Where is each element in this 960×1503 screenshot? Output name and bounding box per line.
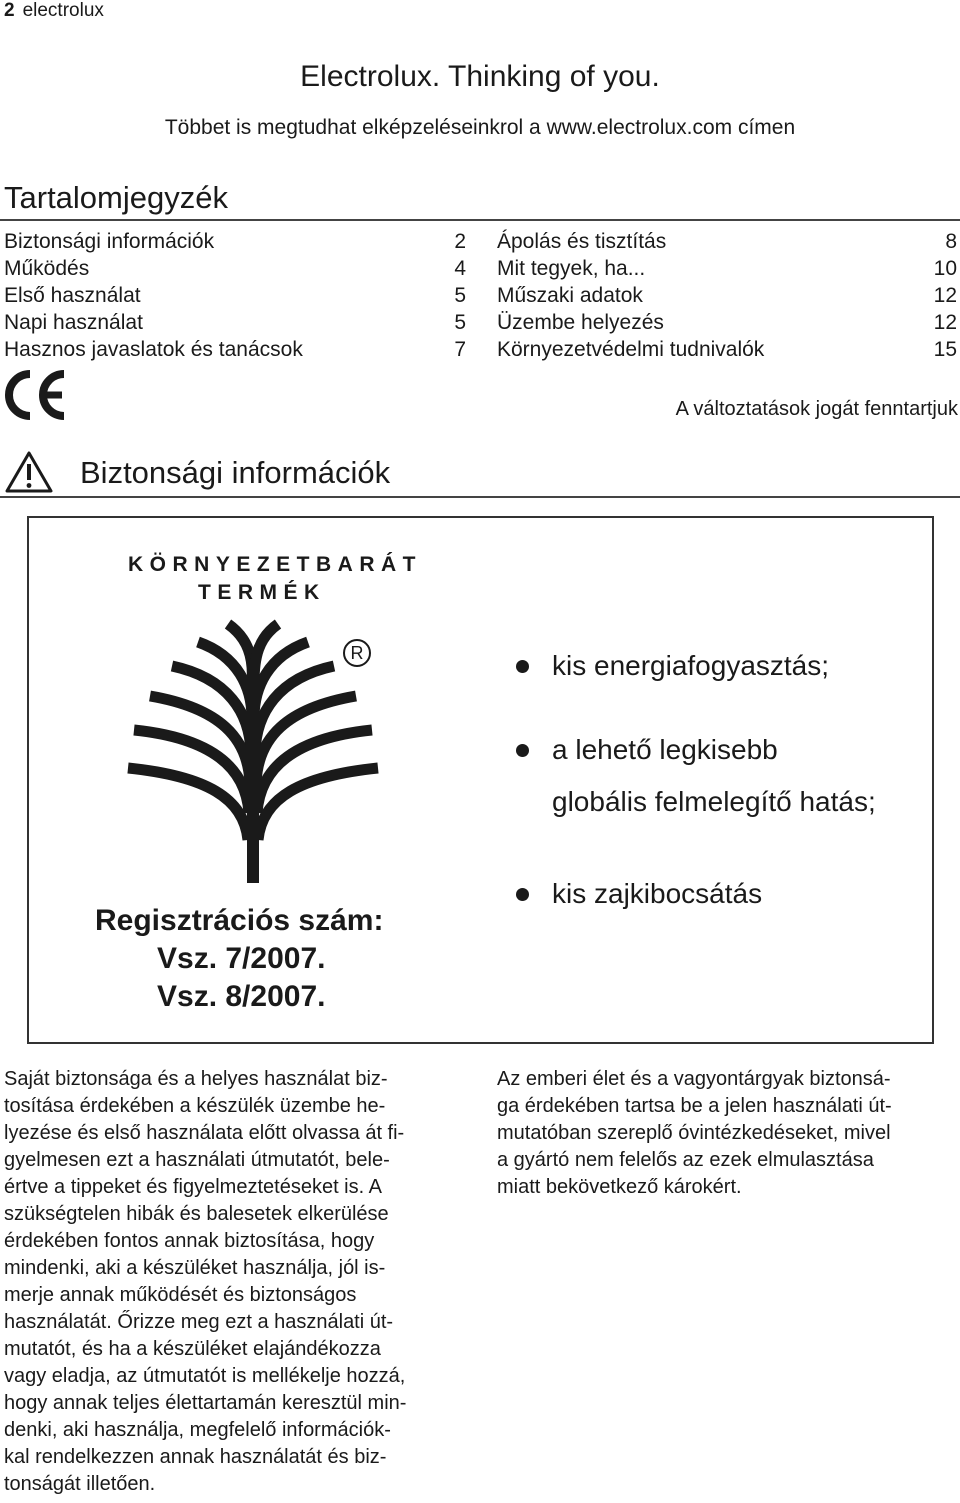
text-line: vagy eladja, az útmutatót is mellékelje hozzá,	[4, 1365, 406, 1387]
eco-tree-logo-icon	[120, 618, 380, 883]
toc-entry[interactable]: Első használat 5	[4, 284, 466, 307]
warning-icon	[4, 450, 54, 494]
toc-title: Tartalomjegyzék	[4, 180, 228, 215]
registered-mark-icon: R	[343, 639, 371, 667]
text-line: szükségtelen hibák és balesetek elkerülése	[4, 1203, 389, 1225]
text-line: mutatót, és ha a készüléket elajándékozza	[4, 1338, 381, 1360]
toc-entry[interactable]: Biztonsági információk 2	[4, 230, 466, 253]
registration-number: Vsz. 7/2007.	[157, 942, 326, 975]
text-line: gyelmesen ezt a használati útmutatót, bele-	[4, 1149, 390, 1171]
list-item: a lehető legkisebb	[510, 724, 876, 776]
rights-notice: A változtatások jogát fenntartjuk	[675, 398, 958, 420]
text-line: denki, aki használja, megfelelő információk-	[4, 1419, 391, 1441]
registration-number: Vsz. 8/2007.	[157, 980, 326, 1013]
text-line: értve a tippeket és figyelmeztetéseket is. A	[4, 1176, 382, 1198]
brand-name: electrolux	[22, 0, 104, 21]
text-line: lyezése és első használata előtt olvassa át fi-	[4, 1122, 405, 1144]
slogan: Electrolux. Thinking of you.	[300, 60, 660, 93]
eco-heading-line-2: TERMÉK	[198, 581, 326, 604]
registration-label: Regisztrációs szám:	[95, 904, 384, 937]
toc-entry[interactable]: Napi használat 5	[4, 311, 466, 334]
text-line: kal rendelkezzen annak használatát és biz-	[4, 1446, 387, 1468]
registration-block	[95, 902, 383, 1016]
toc-entry[interactable]: Működés 4	[4, 257, 466, 280]
toc-entry[interactable]: Környezetvédelmi tudnivalók 15	[497, 338, 957, 361]
toc-right-column	[497, 228, 957, 363]
toc-divider	[0, 219, 960, 221]
text-line: tonságát illetően.	[4, 1473, 156, 1495]
text-line: Saját biztonsága és a helyes használat biz-	[4, 1068, 388, 1090]
text-line: Az emberi élet és a vagyontárgyak biztonsá-	[497, 1068, 891, 1090]
toc-entry[interactable]: Üzembe helyezés 12	[497, 311, 957, 334]
body-text-left	[4, 1066, 474, 1498]
toc-entry[interactable]: Hasznos javaslatok és tanácsok 7	[4, 338, 466, 361]
text-line: használatát. Őrizze meg ezt a használati út-	[4, 1311, 394, 1333]
page-header	[4, 0, 104, 22]
text-line: tosítása érdekében a készülék üzembe he-	[4, 1095, 386, 1117]
text-line: merje annak működését és biztonságos	[4, 1284, 357, 1306]
page-number: 2	[4, 0, 15, 21]
text-line: hogy annak teljes élettartamán keresztül min-	[4, 1392, 407, 1414]
toc-entry[interactable]: Mit tegyek, ha... 10	[497, 257, 957, 280]
section-divider	[0, 496, 960, 498]
text-line: ga érdekében tartsa be a jelen használati út-	[497, 1095, 892, 1117]
eco-heading-line-1: KÖRNYEZETBARÁT	[128, 553, 422, 576]
toc-entry[interactable]: Műszaki adatok 12	[497, 284, 957, 307]
text-line: a gyártó nem felelős az ezek elmulasztása	[497, 1149, 874, 1171]
ce-mark-icon	[4, 370, 70, 420]
text-line: miatt bekövetkező károkért.	[497, 1176, 742, 1198]
text-line: érdekében fontos annak biztosítása, hogy	[4, 1230, 375, 1252]
body-text-right	[497, 1066, 960, 1201]
list-item-continuation: globális felmelegítő hatás;	[552, 786, 876, 817]
list-item: kis zajkibocsátás	[510, 868, 876, 920]
toc-left-column	[4, 228, 466, 363]
text-line: mutatóban szereplő óvintézkedéseket, mivel	[497, 1122, 891, 1144]
more-info-text: Többet is megtudhat elképzeléseinkrol a www.electrolux.com címen	[164, 116, 796, 139]
text-line: mindenki, aki a készüléket használja, jól is-	[4, 1257, 386, 1279]
toc-entry[interactable]: Ápolás és tisztítás 8	[497, 230, 957, 253]
eco-label-heading	[128, 551, 422, 607]
section-title: Biztonsági információk	[80, 455, 391, 490]
eco-benefits-list	[510, 640, 876, 920]
list-item: kis energiafogyasztás;	[510, 640, 876, 692]
